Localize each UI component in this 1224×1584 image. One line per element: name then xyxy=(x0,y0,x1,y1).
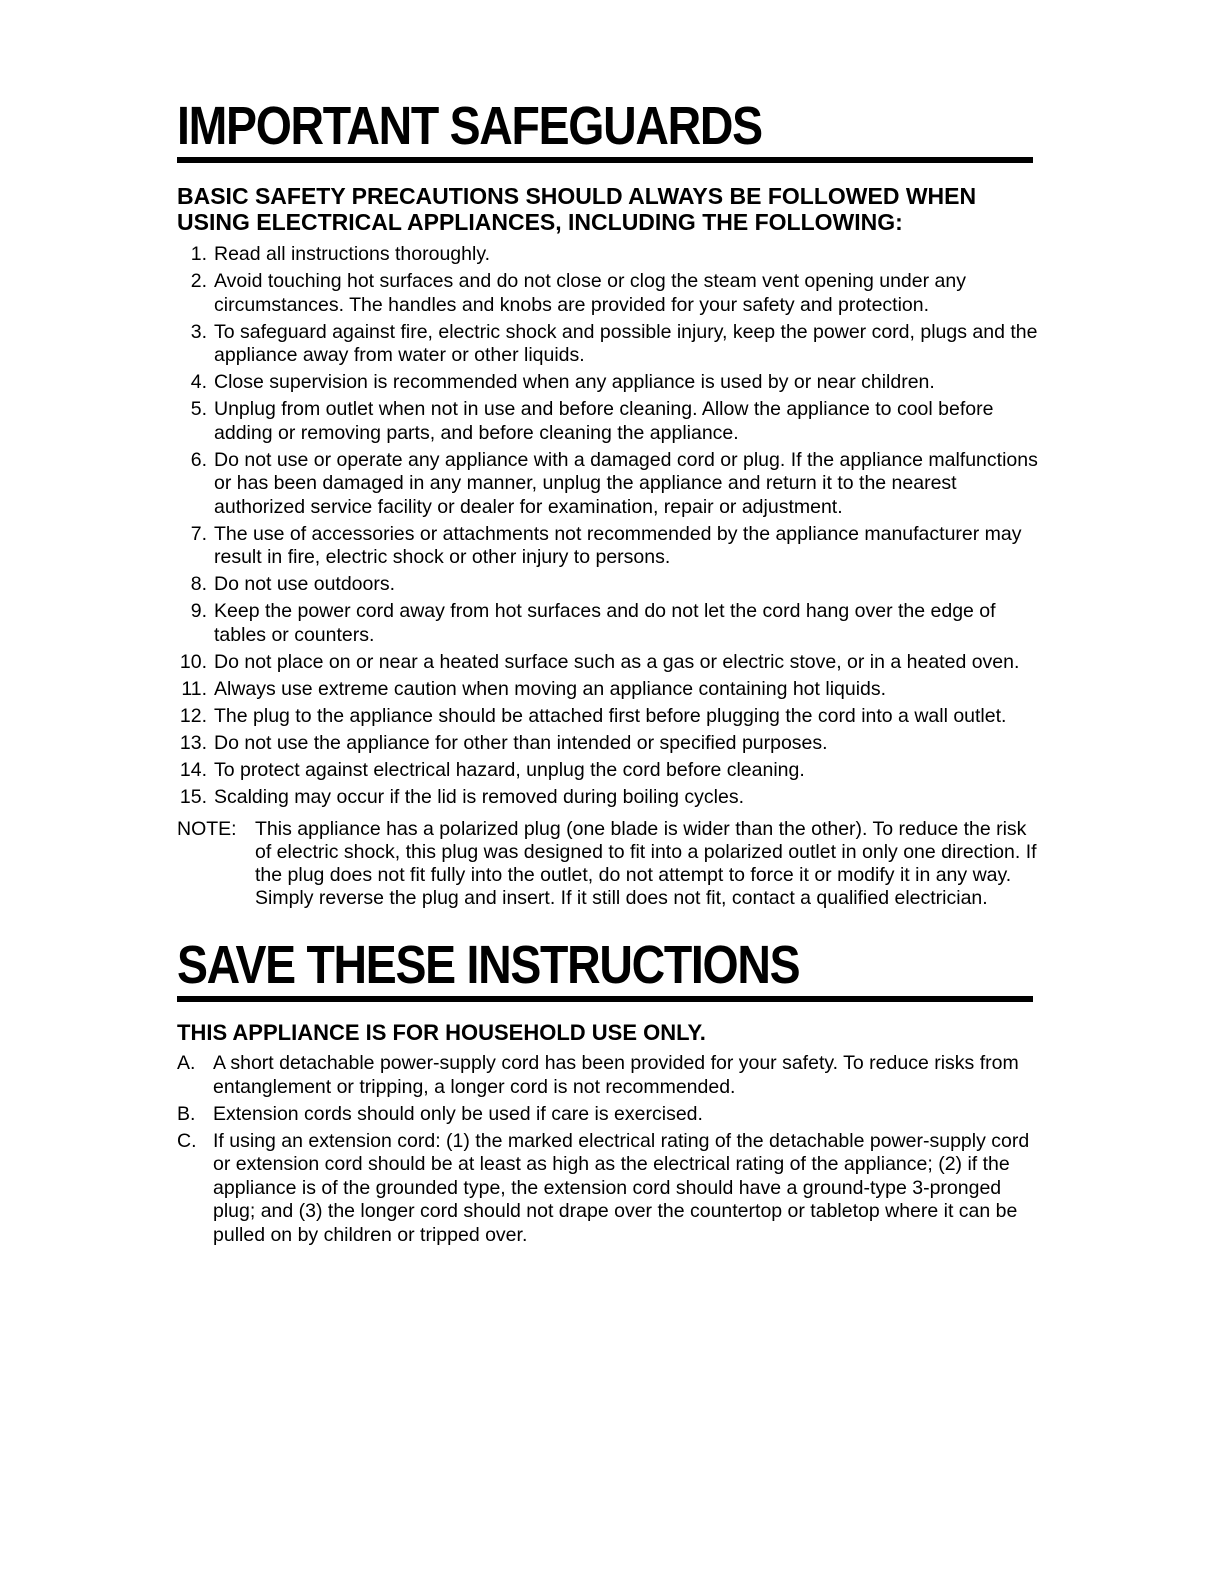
safeguards-title: IMPORTANT SAFEGUARDS xyxy=(177,96,762,156)
list-item-number: 13. xyxy=(179,731,207,754)
list-item xyxy=(177,678,1039,702)
document-page xyxy=(177,95,1039,1251)
note-block xyxy=(177,818,1039,910)
list-item-text: Extension cords should only be used if care is exercised. xyxy=(213,1102,703,1125)
list-item xyxy=(177,651,1039,675)
list-item xyxy=(177,786,1039,810)
title-rule xyxy=(177,157,1033,163)
list-item xyxy=(177,759,1039,783)
list-item-number: 15. xyxy=(179,785,207,808)
list-item-number: 1. xyxy=(190,243,207,265)
list-item xyxy=(177,705,1039,729)
list-item xyxy=(177,1103,1039,1127)
list-item-number: 2. xyxy=(190,270,207,292)
list-item xyxy=(177,573,1039,597)
list-item-text: Do not use or operate any appliance with a damaged cord or plug. If the appliance malfunctions or has been damaged in any manner, unplug the appliance and return it to the nearest authorized service facility or dealer for examination, repair or adjustment. xyxy=(214,448,1038,518)
save-instructions-title: SAVE THESE INSTRUCTIONS xyxy=(177,935,800,995)
list-item-text: Always use extreme caution when moving an appliance containing hot liquids. xyxy=(214,677,887,700)
list-item xyxy=(177,600,1039,647)
list-item-number: 11. xyxy=(181,677,207,700)
list-item-text: A short detachable power-supply cord has been provided for your safety. To reduce risks from entanglement or tripping, a longer cord is not recommended. xyxy=(213,1052,1019,1098)
list-item-number: 9. xyxy=(190,600,207,622)
list-item-number: 4. xyxy=(190,371,207,393)
list-item xyxy=(177,523,1039,570)
list-item-text: Unplug from outlet when not in use and before cleaning. Allow the appliance to cool before adding or removing parts, and before cleaning the appliance. xyxy=(214,398,994,444)
list-item-number: 6. xyxy=(190,448,207,471)
list-item xyxy=(177,449,1039,520)
note-text: This appliance has a polarized plug (one blade is wider than the other). To reduce the risk of electric shock, this plug was designed to fit into a polarized outlet in only one direction. If the plug does not fit fully into the outlet, do not attempt to force it or modify it in any way. Simply reverse the plug and insert. If it still does not fit, contact a qualified electrician. xyxy=(255,818,1037,909)
list-item-text: Scalding may occur if the lid is removed during boiling cycles. xyxy=(214,785,744,808)
list-item-number: 10. xyxy=(179,650,207,673)
list-item-text: If using an extension cord: (1) the marked electrical rating of the detachable power-supply cord or extension cord should be at least as high as the electrical rating of the appliance; (2) if the appliance is of the grounded type, the extension cord should have a ground-type 3-pronged plug; and (3) the longer cord should not drape over the countertop or tabletop where it can be pulled on by children or tripped over. xyxy=(213,1129,1030,1246)
list-item xyxy=(177,371,1039,395)
household-subheading: THIS APPLIANCE IS FOR HOUSEHOLD USE ONLY. xyxy=(177,1020,706,1045)
list-item xyxy=(177,732,1039,756)
list-item-text: Do not use outdoors. xyxy=(214,573,396,595)
list-item xyxy=(177,1052,1039,1099)
list-item-number: 5. xyxy=(190,398,207,420)
safety-subheading-line1: BASIC SAFETY PRECAUTIONS SHOULD ALWAYS BE FOLLOWED WHEN xyxy=(177,183,977,209)
safety-subheading-line2: USING ELECTRICAL APPLIANCES, INCLUDING THE FOLLOWING: xyxy=(177,209,903,235)
list-item-text: Do not use the appliance for other than intended or specified purposes. xyxy=(214,731,828,754)
list-item-number: C. xyxy=(177,1129,197,1152)
note-label: NOTE: xyxy=(177,818,237,840)
list-item-text: The use of accessories or attachments not recommended by the appliance manufacturer may result in fire, electric shock or other injury to persons. xyxy=(214,522,1022,568)
list-item-number: 12. xyxy=(179,704,207,727)
list-item-number: 14. xyxy=(179,758,207,781)
list-item-text: Avoid touching hot surfaces and do not close or clog the steam vent opening under any circumstances. The handles and knobs are provided for your safety and protection. xyxy=(214,270,966,316)
list-item-text: To protect against electrical hazard, unplug the cord before cleaning. xyxy=(214,758,805,781)
list-item-number: 7. xyxy=(190,522,207,545)
list-item xyxy=(177,398,1039,445)
safeguard-list xyxy=(177,243,1039,809)
save-title-rule xyxy=(177,996,1033,1002)
list-item-text: Keep the power cord away from hot surfaces and do not let the cord hang over the edge of tables or counters. xyxy=(214,600,996,646)
safety-subheading xyxy=(177,183,1039,235)
list-item-number: 8. xyxy=(190,573,207,595)
list-item xyxy=(177,270,1039,317)
list-item-text: Read all instructions thoroughly. xyxy=(214,243,491,265)
list-item-number: B. xyxy=(177,1102,196,1125)
list-item-number: 3. xyxy=(190,320,207,343)
list-item xyxy=(177,243,1039,267)
list-item-text: The plug to the appliance should be attached first before plugging the cord into a wall outlet. xyxy=(214,704,1007,727)
list-item xyxy=(177,1130,1039,1248)
list-item xyxy=(177,321,1039,368)
list-item-text: Close supervision is recommended when any appliance is used by or near children. xyxy=(214,371,935,393)
list-item-number: A. xyxy=(177,1052,196,1074)
cord-list xyxy=(177,1052,1039,1247)
list-item-text: To safeguard against fire, electric shock and possible injury, keep the power cord, plugs and the appliance away from water or other liquids. xyxy=(214,320,1038,366)
list-item-text: Do not place on or near a heated surface such as a gas or electric stove, or in a heated oven. xyxy=(214,650,1020,673)
